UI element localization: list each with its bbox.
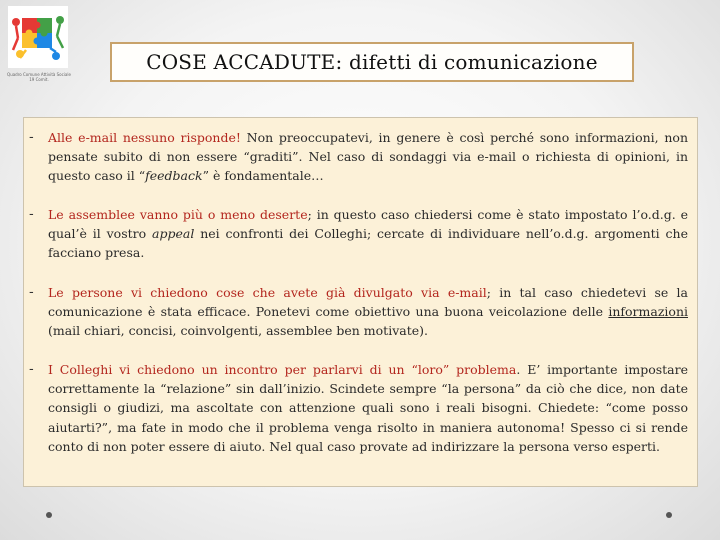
bullet-dash: - — [29, 285, 34, 300]
highlight-text: Le assemblee vanno più o meno deserte — [48, 207, 308, 222]
item-text — [48, 128, 688, 186]
corner-dot — [46, 512, 52, 518]
underlined-term: informazioni — [608, 304, 688, 320]
item-text — [48, 283, 688, 341]
bullet-dash: - — [29, 207, 34, 222]
bullet-dash: - — [29, 362, 34, 377]
highlight-text: I Colleghi vi chiedono un incontro per parlarvi di un “loro” problema — [48, 362, 517, 377]
body-text: . E’ importante impostare correttamente la “relazione” sin dall’inizio. Scindete sempre “la persona” da ciò che dice, non date consigli o giudizi, ma ascoltate con attenzione quali sono i reali bisogni. Chiedete: “come posso aiutarti?”, ma fate in modo che il problema venga risolto in maniera autonoma! Spesso ci si rende conto di non poter essere di aiuto. Nel qual caso provate ad indirizzare la persona verso esperti. — [48, 362, 688, 454]
bullet-dash: - — [29, 130, 34, 145]
body-text: ; in questo caso chiedersi come è stato impostato l’o.d.g. e qual’è il vostro — [48, 207, 688, 242]
body-text: Non preoccupatevi, in genere è così perché sono informazioni, non pensate subito di non essere “graditi”. Nel caso di sondaggi via e-mail o richiesta di opinioni, in questo caso il “ — [48, 130, 688, 184]
title-box — [110, 42, 634, 82]
logo-caption: Quadro Comune Attività Sociale 19 Comit. — [7, 72, 71, 82]
item-text — [48, 360, 688, 456]
body-text: (mail chiari, concisi, coinvolgenti, assemblee ben motivate). — [48, 323, 428, 339]
highlight-text: Le persone vi chiedono cose che avete già divulgato via e-mail — [48, 285, 487, 300]
body-text: nei confronti dei Colleghi; cercate di individuare nell’o.d.g. argomenti che facciano presa. — [48, 226, 688, 261]
page-title: COSE ACCADUTE: difetti di comunicazione — [146, 50, 598, 74]
puzzle-people-icon — [8, 6, 68, 68]
corner-dot — [666, 512, 672, 518]
italic-term: appeal — [152, 226, 195, 242]
item-text — [48, 205, 688, 263]
italic-term: feedback — [145, 168, 203, 184]
highlight-text: Alle e-mail nessuno risponde! — [48, 130, 241, 145]
body-text: ; in tal caso chiedetevi se la comunicazione è stata efficace. Ponetevi come obiettivo una buona veicolazione delle — [48, 285, 688, 320]
logo — [8, 6, 68, 68]
body-text: ” è fondamentale… — [202, 168, 324, 184]
content-box — [23, 117, 698, 487]
